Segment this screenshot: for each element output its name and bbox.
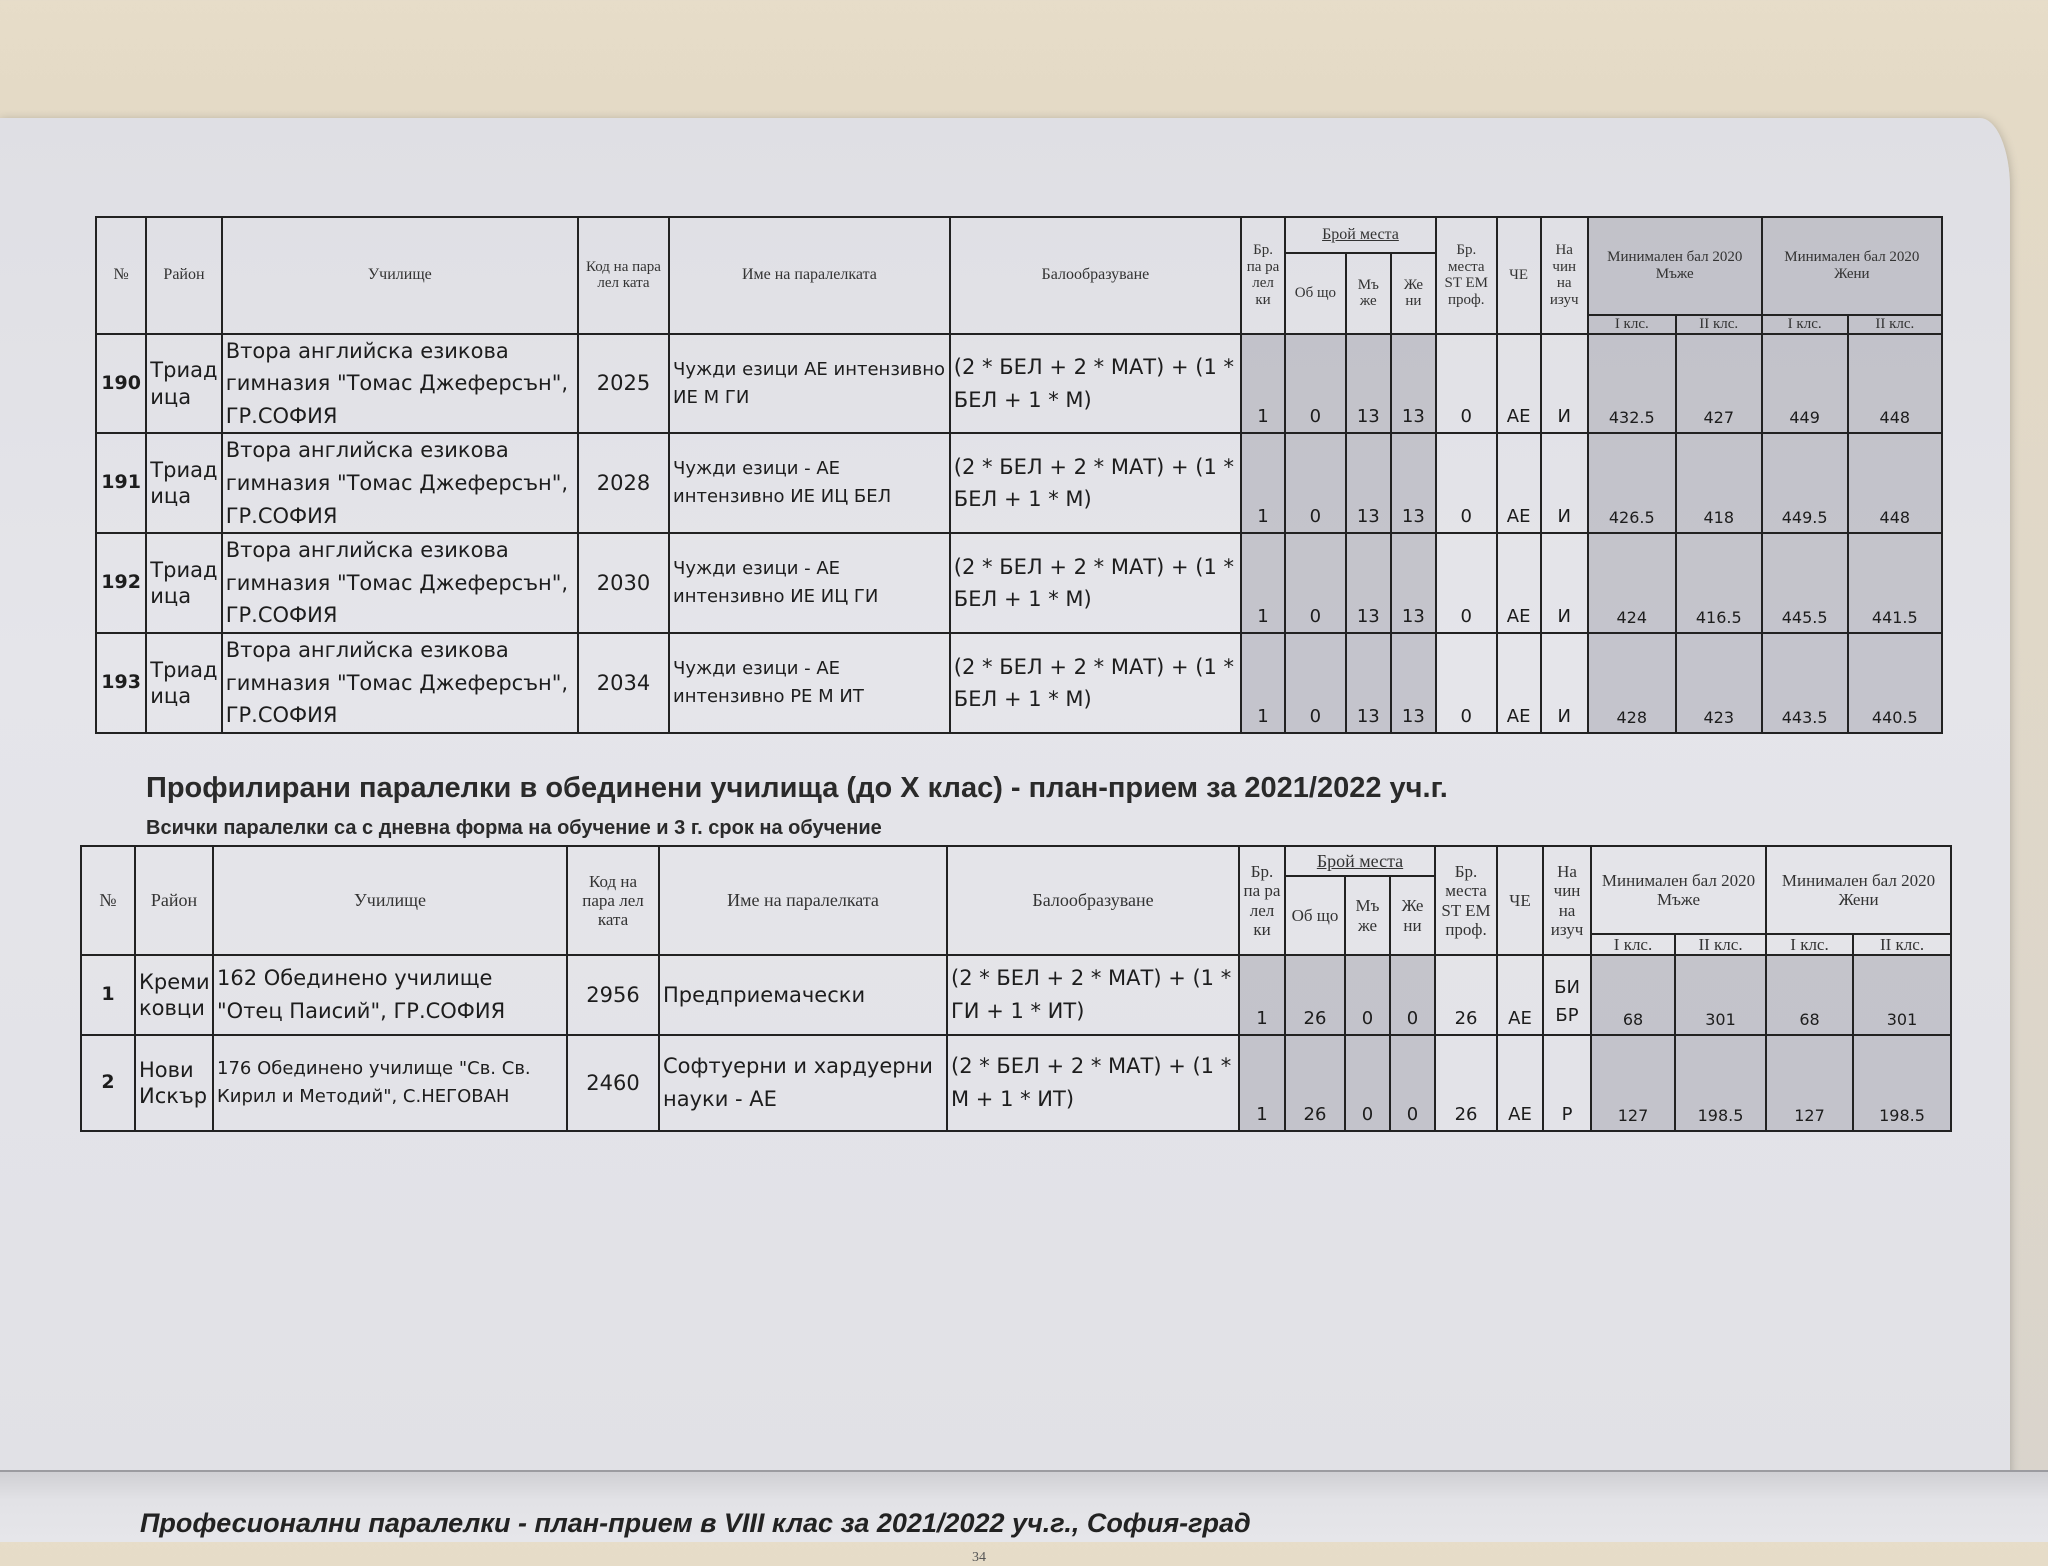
row-min-female-2: 441.5: [1848, 533, 1942, 633]
row-total: 0: [1285, 334, 1346, 434]
header-school: Училище: [213, 846, 567, 955]
row-min-female-2: 301: [1853, 955, 1951, 1035]
row-male: 13: [1346, 633, 1391, 733]
row-code: 2025: [578, 334, 669, 434]
header-school: Училище: [222, 217, 578, 334]
admission-table-2: [80, 845, 1952, 1132]
row-st: 0: [1436, 533, 1497, 633]
row-min-female-1: 449: [1762, 334, 1848, 434]
next-page-title: Професионални паралелки - план-прием в VIII клас за 2021/2022 уч.г., София-град: [140, 1508, 1251, 1538]
header-study-mode: На чин на изуч: [1543, 846, 1591, 955]
header-no: №: [96, 217, 146, 334]
row-min-female-1: 68: [1766, 955, 1853, 1035]
admission-table-1: [95, 216, 1943, 734]
row-lang: АЕ: [1497, 433, 1541, 533]
header-male-stage2: II клс.: [1676, 315, 1762, 334]
row-female: 0: [1390, 955, 1435, 1035]
row-mode: И: [1541, 633, 1588, 733]
row-min-male-1: 424: [1588, 533, 1676, 633]
header-study-mode: На чин на изуч: [1541, 217, 1588, 334]
row-st: 0: [1436, 433, 1497, 533]
row-min-male-1: 68: [1591, 955, 1675, 1035]
row-district: Триад ица: [146, 433, 221, 533]
row-district: Триад ица: [146, 334, 221, 434]
header-places: Брой места: [1285, 217, 1436, 253]
next-page-edge: [0, 1470, 2048, 1542]
row-min-female-2: 440.5: [1848, 633, 1942, 733]
header-female-stage1: I клс.: [1766, 934, 1853, 955]
header-male-stage1: I клс.: [1588, 315, 1676, 334]
header-female-stage1: I клс.: [1762, 315, 1848, 334]
header-min-male: Минимален бал 2020 Мъже: [1588, 217, 1762, 315]
row-min-male-2: 416.5: [1676, 533, 1762, 633]
row-mode: И: [1541, 433, 1588, 533]
row-mode: Р: [1543, 1035, 1591, 1131]
row-school: Втора английска езикова гимназия "Томас Джеферсън", ГР.СОФИЯ: [222, 334, 578, 434]
row-total: 26: [1285, 955, 1345, 1035]
header-scoring: Балообразуване: [950, 217, 1241, 334]
row-total: 0: [1285, 533, 1346, 633]
header-foreign-lang: ЧЕ: [1497, 217, 1541, 334]
row-min-female-2: 198.5: [1853, 1035, 1951, 1131]
table-row: [81, 1035, 1951, 1131]
row-no: 2: [81, 1035, 135, 1131]
header-places-female: Же ни: [1391, 253, 1436, 334]
row-min-female-1: 449.5: [1762, 433, 1848, 533]
header-st-places: Бр. места ST EM проф.: [1436, 217, 1497, 334]
row-class-name: Чужди езици - АЕ интензивно РЕ М ИТ: [669, 633, 950, 733]
row-mode: БИ БР: [1543, 955, 1591, 1035]
header-class-name: Име на паралелката: [659, 846, 947, 955]
row-min-male-2: 427: [1676, 334, 1762, 434]
row-code: 2030: [578, 533, 669, 633]
row-lang: АЕ: [1497, 1035, 1543, 1131]
row-code: 2034: [578, 633, 669, 733]
header-num-classes: Бр. па ра лел ки: [1241, 217, 1285, 334]
row-min-male-2: 301: [1675, 955, 1766, 1035]
row-school: Втора английска езикова гимназия "Томас Джеферсън", ГР.СОФИЯ: [222, 633, 578, 733]
row-code: 2460: [567, 1035, 659, 1131]
table-row: [96, 334, 1942, 434]
header-female-stage2: II клс.: [1853, 934, 1951, 955]
header-district: Район: [146, 217, 221, 334]
section-title: Профилирани паралелки в обединени училища (до Х клас) - план-прием за 2021/2022 уч.г.: [146, 772, 1448, 804]
row-total: 0: [1285, 633, 1346, 733]
row-male: 13: [1346, 433, 1391, 533]
row-female: 13: [1391, 533, 1436, 633]
row-class-name: Чужди езици - АЕ интензивно ИЕ ИЦ БЕЛ: [669, 433, 950, 533]
row-classes: 1: [1241, 633, 1285, 733]
header-class-name: Име на паралелката: [669, 217, 950, 334]
row-min-female-2: 448: [1848, 433, 1942, 533]
row-st: 0: [1436, 633, 1497, 733]
row-code: 2956: [567, 955, 659, 1035]
row-st: 26: [1435, 1035, 1497, 1131]
row-no: 192: [96, 533, 146, 633]
row-school: 162 Обединено училище "Отец Паисий", ГР.СОФИЯ: [213, 955, 567, 1035]
row-min-male-1: 432.5: [1588, 334, 1676, 434]
row-mode: И: [1541, 334, 1588, 434]
header-male-stage1: I клс.: [1591, 934, 1675, 955]
header-foreign-lang: ЧЕ: [1497, 846, 1543, 955]
row-classes: 1: [1241, 334, 1285, 434]
row-scoring: (2 * БЕЛ + 2 * МАТ) + (1 * БЕЛ + 1 * М): [950, 334, 1241, 434]
row-min-female-2: 448: [1848, 334, 1942, 434]
row-no: 191: [96, 433, 146, 533]
table-row: [96, 433, 1942, 533]
row-scoring: (2 * БЕЛ + 2 * МАТ) + (1 * М + 1 * ИТ): [947, 1035, 1239, 1131]
header-st-places: Бр. места ST EM проф.: [1435, 846, 1497, 955]
table-row: [96, 633, 1942, 733]
table-row: [96, 533, 1942, 633]
header-min-female: Минимален бал 2020 Жени: [1762, 217, 1942, 315]
header-male-stage2: II клс.: [1675, 934, 1766, 955]
row-st: 26: [1435, 955, 1497, 1035]
row-school: 176 Обединено училище "Св. Св. Кирил и Методий", С.НЕГОВАН: [213, 1035, 567, 1131]
row-no: 1: [81, 955, 135, 1035]
row-scoring: (2 * БЕЛ + 2 * МАТ) + (1 * ГИ + 1 * ИТ): [947, 955, 1239, 1035]
row-male: 13: [1346, 533, 1391, 633]
row-min-male-1: 127: [1591, 1035, 1675, 1131]
row-district: Триад ица: [146, 633, 221, 733]
row-female: 13: [1391, 334, 1436, 434]
header-num-classes: Бр. па ра лел ки: [1239, 846, 1285, 955]
row-no: 193: [96, 633, 146, 733]
row-school: Втора английска езикова гимназия "Томас Джеферсън", ГР.СОФИЯ: [222, 533, 578, 633]
header-places-total: Об що: [1285, 253, 1346, 334]
row-male: 13: [1346, 334, 1391, 434]
header-code: Код на пара лел ката: [567, 846, 659, 955]
row-min-male-2: 418: [1676, 433, 1762, 533]
row-female: 0: [1390, 1035, 1435, 1131]
row-min-male-2: 198.5: [1675, 1035, 1766, 1131]
row-class-name: Чужди езици - АЕ интензивно ИЕ ИЦ ГИ: [669, 533, 950, 633]
row-total: 0: [1285, 433, 1346, 533]
header-places-female: Же ни: [1390, 876, 1435, 955]
row-min-female-1: 445.5: [1762, 533, 1848, 633]
row-district: Креми ковци: [135, 955, 213, 1035]
row-mode: И: [1541, 533, 1588, 633]
row-district: Нови Искър: [135, 1035, 213, 1131]
header-places: Брой места: [1285, 846, 1435, 876]
header-places-male: Мъ же: [1346, 253, 1391, 334]
row-female: 13: [1391, 433, 1436, 533]
row-class-name: Предприемачески: [659, 955, 947, 1035]
row-code: 2028: [578, 433, 669, 533]
header-min-male: Минимален бал 2020 Мъже: [1591, 846, 1766, 934]
row-male: 0: [1345, 955, 1390, 1035]
row-total: 26: [1285, 1035, 1345, 1131]
header-scoring: Балообразуване: [947, 846, 1239, 955]
row-lang: АЕ: [1497, 533, 1541, 633]
row-class-name: Софтуерни и хардуерни науки - АЕ: [659, 1035, 947, 1131]
row-classes: 1: [1239, 955, 1285, 1035]
row-min-male-1: 426.5: [1588, 433, 1676, 533]
row-lang: АЕ: [1497, 955, 1543, 1035]
row-female: 13: [1391, 633, 1436, 733]
row-male: 0: [1345, 1035, 1390, 1131]
header-min-female: Минимален бал 2020 Жени: [1766, 846, 1951, 934]
row-class-name: Чужди езици АЕ интензивно ИЕ М ГИ: [669, 334, 950, 434]
row-lang: АЕ: [1497, 633, 1541, 733]
row-st: 0: [1436, 334, 1497, 434]
page-number: 34: [972, 1550, 986, 1565]
header-places-male: Мъ же: [1345, 876, 1390, 955]
header-code: Код на пара лел ката: [578, 217, 669, 334]
row-min-male-1: 428: [1588, 633, 1676, 733]
row-scoring: (2 * БЕЛ + 2 * МАТ) + (1 * БЕЛ + 1 * М): [950, 633, 1241, 733]
row-min-male-2: 423: [1676, 633, 1762, 733]
section-subtitle: Всички паралелки са с дневна форма на обучение и 3 г. срок на обучение: [146, 817, 882, 839]
row-school: Втора английска езикова гимназия "Томас Джеферсън", ГР.СОФИЯ: [222, 433, 578, 533]
row-scoring: (2 * БЕЛ + 2 * МАТ) + (1 * БЕЛ + 1 * М): [950, 433, 1241, 533]
header-female-stage2: II клс.: [1848, 315, 1942, 334]
row-classes: 1: [1241, 433, 1285, 533]
row-classes: 1: [1241, 533, 1285, 633]
row-no: 190: [96, 334, 146, 434]
row-classes: 1: [1239, 1035, 1285, 1131]
header-district: Район: [135, 846, 213, 955]
row-min-female-1: 443.5: [1762, 633, 1848, 733]
table-row: [81, 955, 1951, 1035]
row-min-female-1: 127: [1766, 1035, 1853, 1131]
row-scoring: (2 * БЕЛ + 2 * МАТ) + (1 * БЕЛ + 1 * М): [950, 533, 1241, 633]
row-lang: АЕ: [1497, 334, 1541, 434]
row-district: Триад ица: [146, 533, 221, 633]
header-no: №: [81, 846, 135, 955]
header-places-total: Об що: [1285, 876, 1345, 955]
